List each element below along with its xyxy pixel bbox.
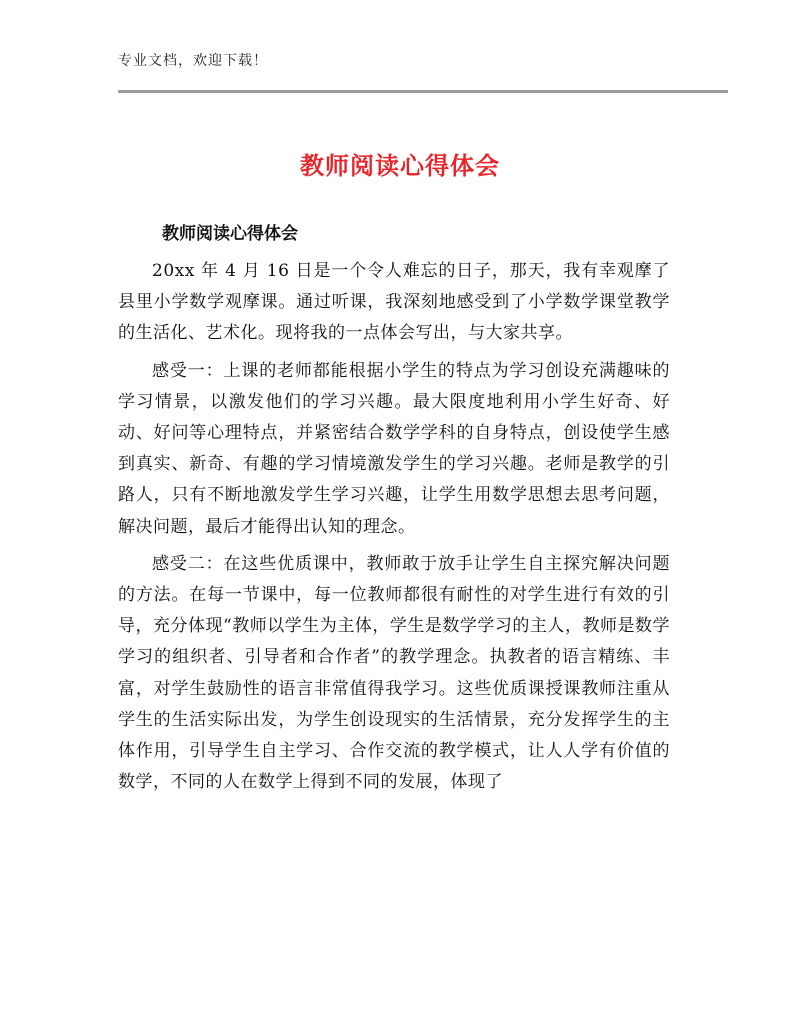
document-title: 教师阅读心得体会 [300, 152, 500, 180]
paragraph-intro: 20xx 年 4 月 16 日是一个令人难忘的日子，那天，我有幸观摩了县里小学数学观摩课。通过听课，我深刻地感受到了小学数学课堂教学的生活化、艺术化。现将我的一点体会写出，与大家共享。 [118, 261, 670, 344]
document-subtitle: 教师阅读心得体会 [162, 224, 298, 244]
paragraph-feeling-one: 感受一：上课的老师都能根据小学生的特点为学习创设充满趣味的学习情景，以激发他们的学习兴趣。最大限度地利用小学生好奇、好动、好问等心理特点，并紧密结合数学学科的自身特点，创设使学生感到真实、新奇、有趣的学习情境激发学生的学习兴趣。老师是教学的引路人，只有不断地激发学生学习兴趣，让学生用数学思想去思考问题，解决问题，最后才能得出认知的理念。 [118, 360, 670, 537]
page-header-text: 专业文档，欢迎下载！ [118, 53, 268, 69]
paragraph-feeling-two: 感受二：在这些优质课中，教师敢于放手让学生自主探究解决问题的方法。在每一节课中，每一位教师都很有耐性的对学生进行有效的引导，充分体现“教师以学生为主体，学生是数学学习的主人，教师是数学学习的组织者、引导者和合作者”的教学理念。执教者的语言精练、丰富，对学生鼓励性的语言非常值得我学习。这些优质课授课教师注重从学生的生活实际出发，为学生创设现实的生活情景，充分发挥学生的主体作用，引导学生自主学习、合作交流的教学模式，让人人学有价值的数学，不同的人在数学上得到不同的发展，体现了 [118, 553, 670, 793]
document-body [118, 218, 670, 798]
header-divider [118, 90, 728, 93]
